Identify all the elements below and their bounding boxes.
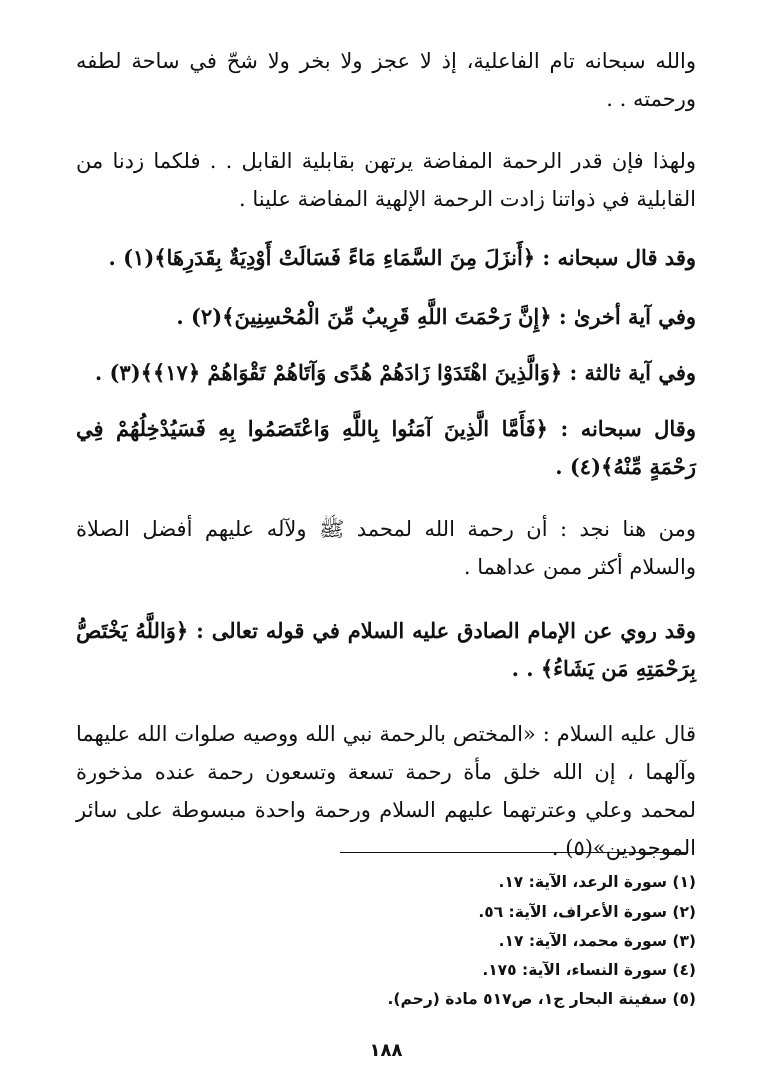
page-number: ١٨٨: [369, 1040, 403, 1061]
paragraph-6: وقال سبحانه : ﴿فَأَمَّا الَّذِينَ آمَنُوا بِاللَّهِ وَاعْتَصَمُوا بِهِ فَسَيُدْخِلُهُمْ فِي رَحْمَةٍ مِّنْهُ﴾(٤) .: [76, 416, 696, 479]
footnote-2: (٢) سورة الأعراف، الآية: ٥٦.: [478, 903, 696, 921]
paragraph-4: وفي آية أخرىٰ : ﴿إِنَّ رَحْمَتَ اللَّهِ قَرِيبٌ مِّنَ الْمُحْسِنِينَ﴾(٢) .: [176, 304, 696, 329]
footnote-1: (١) سورة الرعد، الآية: ١٧.: [498, 873, 696, 891]
footnote-separator: [340, 852, 688, 853]
paragraph-5: وفي آية ثالثة : ﴿وَالَّذِينَ اهْتَدَوْا زَادَهُمْ هُدًى وَآتَاهُمْ تَقْوَاهُمْ ﴿١٧﴾﴾(٣) .: [94, 360, 696, 385]
footnote-5: (٥) سفينة البحار ج١، ص٥١٧ مادة (رحم).: [387, 990, 696, 1008]
paragraph-1: والله سبحانه تام الفاعلية، إذ لا عجز ولا بخر ولا شحّ في ساحة لطفه ورحمته . .: [76, 49, 696, 111]
footnote-3: (٣) سورة محمد، الآية: ١٧.: [498, 932, 696, 950]
paragraph-9: قال عليه السلام : «المختص بالرحمة نبي الله ووصيه صلوات الله عليهما وآلهما ، إن الله خلق مأة رحمة تسعة وتسعون رحمة عنده مذخورة لمحمد وعلي وعترتهما عليهم السلام ورحمة واحدة مبسوطة على سائر الموجودين»(٥) .: [76, 722, 696, 860]
footnote-4: (٤) سورة النساء، الآية: ١٧٥.: [482, 961, 696, 979]
paragraph-3: وقد قال سبحانه : ﴿أَنزَلَ مِنَ السَّمَاءِ مَاءً فَسَالَتْ أَوْدِيَةٌ بِقَدَرِهَا﴾(١) .: [108, 245, 696, 270]
paragraph-8: وقد روي عن الإمام الصادق عليه السلام في قوله تعالى : ﴿وَاللَّهُ يَخْتَصُّ بِرَحْمَتِهِ مَن يَشَاءُ﴾ . .: [76, 618, 696, 681]
paragraph-2: ولهذا فإن قدر الرحمة المفاضة يرتهن بقابلية القابل . . فلكما زدنا من القابلية في ذواتنا زادت الرحمة الإلهية المفاضة علينا .: [76, 149, 696, 211]
paragraph-7: ومن هنا نجد : أن رحمة الله لمحمد ﷺ ولآله عليهم أفضل الصلاة والسلام أكثر ممن عداهما .: [76, 517, 696, 579]
